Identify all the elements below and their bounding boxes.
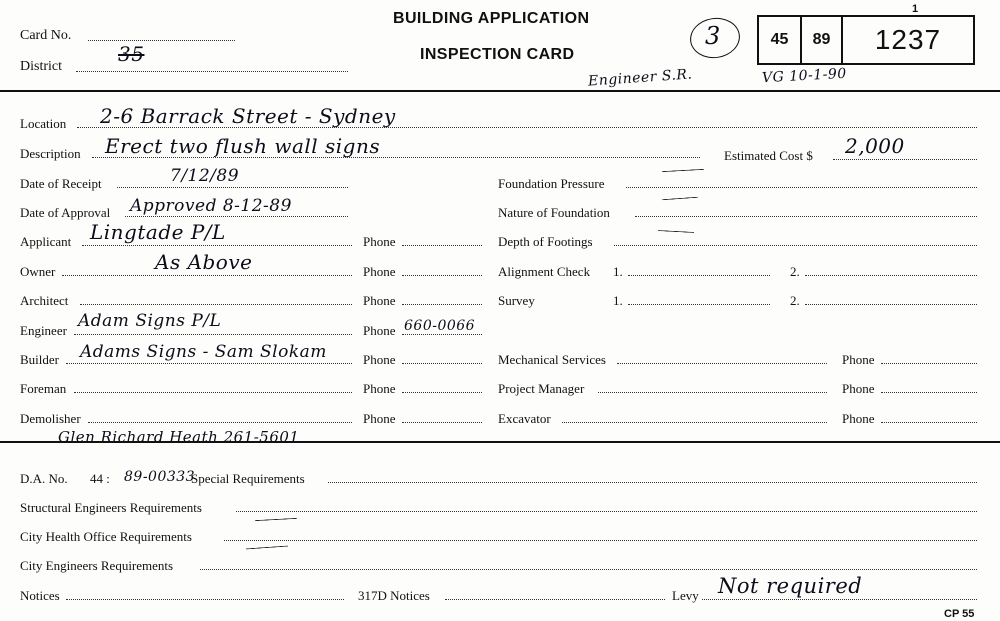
architect-phone-line[interactable] bbox=[402, 304, 482, 305]
health-line[interactable] bbox=[224, 540, 977, 541]
da-no-label: D.A. No. bbox=[20, 471, 68, 486]
date-of-approval-label: Date of Approval bbox=[20, 205, 111, 220]
builder-label: Builder bbox=[20, 352, 59, 367]
levy-line[interactable] bbox=[702, 599, 977, 600]
demolisher-label: Demolisher bbox=[20, 411, 81, 426]
builder-phone-label: Phone bbox=[363, 352, 396, 367]
survey-n1: 1. bbox=[613, 293, 623, 308]
header-rule bbox=[0, 90, 1000, 92]
da-no-value: 89-00333 bbox=[124, 469, 196, 485]
engineer-phone-label: Phone bbox=[363, 323, 396, 338]
engineer-note: Engineer S.R. bbox=[587, 66, 693, 90]
card-no-line[interactable] bbox=[88, 40, 235, 41]
special-requirements-label: Special Requirements bbox=[191, 471, 305, 486]
title-line1: BUILDING APPLICATION bbox=[393, 10, 590, 27]
main-rule bbox=[0, 441, 1000, 443]
estimated-cost-label: Estimated Cost $ bbox=[724, 148, 813, 163]
builder-phone-line[interactable] bbox=[402, 363, 482, 364]
box-c-value: 1237 bbox=[874, 24, 942, 55]
excavator-line[interactable] bbox=[562, 422, 827, 423]
alignment-check-n2: 2. bbox=[790, 264, 800, 279]
description-label: Description bbox=[20, 146, 81, 161]
box-a-value: 45 bbox=[770, 31, 789, 48]
demolisher-note: Glen Richard Heath 261-5601 bbox=[58, 428, 300, 446]
demolisher-phone-line[interactable] bbox=[402, 422, 482, 423]
demolisher-line[interactable] bbox=[88, 422, 352, 423]
district-label: District bbox=[20, 59, 62, 74]
engineer-phone-value: 660-0066 bbox=[404, 318, 476, 334]
box-b bbox=[802, 17, 843, 63]
engineer-phone-line[interactable] bbox=[402, 334, 482, 335]
project-manager-label: Project Manager bbox=[498, 381, 585, 396]
card-no-label: Card No. bbox=[20, 28, 72, 43]
foreman-label: Foreman bbox=[20, 381, 67, 396]
notices-317d-line[interactable] bbox=[445, 599, 665, 600]
location-value: 2-6 Barrack Street - Sydney bbox=[100, 104, 396, 128]
project-manager-line[interactable] bbox=[598, 392, 827, 393]
owner-phone-line[interactable] bbox=[402, 275, 482, 276]
project-manager-phone-label: Phone bbox=[842, 381, 875, 396]
levy-value: Not required bbox=[718, 574, 863, 598]
date-of-approval-line[interactable] bbox=[125, 216, 348, 217]
mechanical-services-line[interactable] bbox=[617, 363, 827, 364]
foreman-phone-label: Phone bbox=[363, 381, 396, 396]
notices-line[interactable] bbox=[66, 599, 344, 600]
alignment-check-n1: 1. bbox=[613, 264, 623, 279]
excavator-phone-label: Phone bbox=[842, 411, 875, 426]
location-label: Location bbox=[20, 116, 67, 131]
depth-of-footings-label: Depth of Footings bbox=[498, 234, 593, 249]
special-requirements-line[interactable] bbox=[328, 482, 977, 483]
estimated-cost-value: 2,000 bbox=[845, 134, 905, 158]
circled-number: 3 bbox=[705, 22, 721, 50]
architect-label: Architect bbox=[20, 293, 69, 308]
architect-line[interactable] bbox=[80, 304, 352, 305]
box-top-mark: 1 bbox=[912, 3, 919, 15]
mechanical-services-phone-label: Phone bbox=[842, 352, 875, 367]
structural-line[interactable] bbox=[236, 511, 977, 512]
levy-label: Levy bbox=[672, 588, 699, 603]
foundation-pressure-dash bbox=[662, 169, 704, 172]
applicant-phone-line[interactable] bbox=[402, 245, 482, 246]
mechanical-services-label: Mechanical Services bbox=[498, 352, 606, 367]
survey-line2[interactable] bbox=[805, 304, 977, 305]
notices-317d-label: 317D Notices bbox=[358, 588, 430, 603]
box-c bbox=[843, 17, 973, 63]
box-a bbox=[759, 17, 802, 63]
description-value: Erect two flush wall signs bbox=[105, 134, 381, 158]
foreman-phone-line[interactable] bbox=[402, 392, 482, 393]
architect-phone-label: Phone bbox=[363, 293, 396, 308]
applicant-line[interactable] bbox=[82, 245, 352, 246]
builder-line[interactable] bbox=[66, 363, 352, 364]
applicant-phone-label: Phone bbox=[363, 234, 396, 249]
demolisher-phone-label: Phone bbox=[363, 411, 396, 426]
da-no-prefix: 44 : bbox=[90, 471, 110, 486]
excavator-phone-line[interactable] bbox=[881, 422, 977, 423]
project-manager-phone-line[interactable] bbox=[881, 392, 977, 393]
applicant-value: Lingtade P/L bbox=[90, 220, 226, 244]
nature-of-foundation-dash bbox=[662, 197, 698, 201]
engineer-label: Engineer bbox=[20, 323, 67, 338]
survey-line1[interactable] bbox=[628, 304, 770, 305]
alignment-check-line1[interactable] bbox=[628, 275, 770, 276]
date-of-receipt-value: 7/12/89 bbox=[170, 166, 240, 186]
health-label: City Health Office Requirements bbox=[20, 529, 192, 544]
estimated-cost-line[interactable] bbox=[833, 159, 977, 160]
box-b-value: 89 bbox=[812, 31, 831, 48]
title-line2: INSPECTION CARD bbox=[420, 46, 575, 63]
nature-of-foundation-line[interactable] bbox=[635, 216, 977, 217]
applicant-label: Applicant bbox=[20, 234, 72, 249]
city-engineers-label: City Engineers Requirements bbox=[20, 558, 174, 573]
alignment-check-line2[interactable] bbox=[805, 275, 977, 276]
depth-of-footings-line[interactable] bbox=[614, 245, 977, 246]
nature-of-foundation-label: Nature of Foundation bbox=[498, 205, 610, 220]
district-value: 35 bbox=[118, 42, 145, 66]
city-engineers-line[interactable] bbox=[200, 569, 977, 570]
excavator-label: Excavator bbox=[498, 411, 551, 426]
number-box-group bbox=[757, 15, 975, 65]
survey-n2: 2. bbox=[790, 293, 800, 308]
date-of-receipt-line[interactable] bbox=[117, 187, 348, 188]
notices-label: Notices bbox=[20, 588, 60, 603]
owner-line[interactable] bbox=[62, 275, 352, 276]
district-line[interactable] bbox=[76, 71, 348, 72]
engineer-line[interactable] bbox=[74, 334, 352, 335]
city-engineers-dash bbox=[246, 546, 288, 550]
engineer-value: Adam Signs P/L bbox=[78, 311, 222, 331]
date-of-receipt-label: Date of Receipt bbox=[20, 176, 102, 191]
date-of-approval-value: Approved 8-12-89 bbox=[130, 196, 292, 216]
health-dash bbox=[255, 518, 297, 521]
depth-of-footings-dash bbox=[658, 230, 694, 233]
foundation-pressure-label: Foundation Pressure bbox=[498, 176, 605, 191]
owner-value: As Above bbox=[155, 250, 253, 274]
foundation-pressure-line[interactable] bbox=[626, 187, 977, 188]
builder-value: Adams Signs - Sam Slokam bbox=[80, 342, 327, 362]
owner-label: Owner bbox=[20, 264, 56, 279]
form-code: CP 55 bbox=[944, 608, 975, 620]
survey-label: Survey bbox=[498, 293, 535, 308]
mechanical-services-phone-line[interactable] bbox=[881, 363, 977, 364]
date-note: VG 10-1-90 bbox=[761, 65, 848, 87]
alignment-check-label: Alignment Check bbox=[498, 264, 591, 279]
foreman-line[interactable] bbox=[74, 392, 352, 393]
owner-phone-label: Phone bbox=[363, 264, 396, 279]
structural-label: Structural Engineers Requirements bbox=[20, 500, 202, 515]
